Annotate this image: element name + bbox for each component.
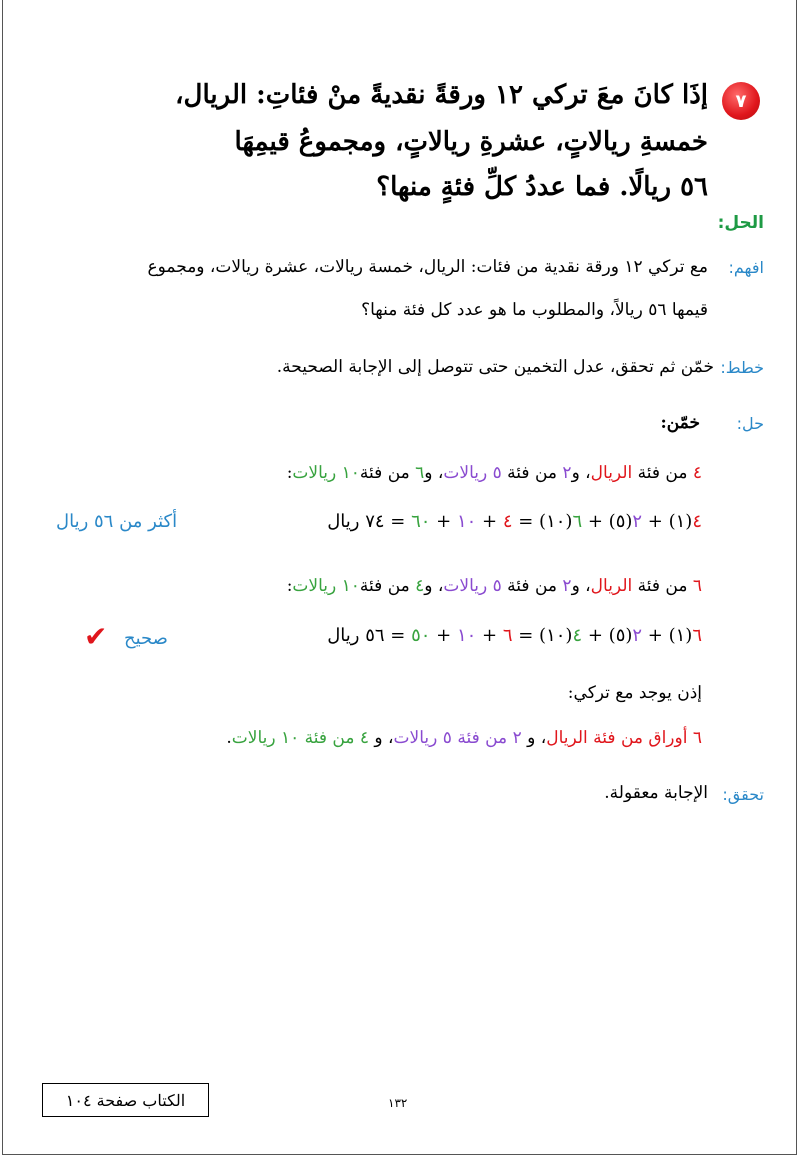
- question-line-2: خمسةِ ريالاتٍ، عشرةِ ريالاتٍ، ومجموعُ قيمِهَا: [234, 127, 708, 157]
- understand-line-2: قيمها ٥٦ ريالاً، والمطلوب ما هو عدد كل فئة منها؟: [361, 300, 708, 320]
- guess-2-text: ، و: [424, 576, 444, 596]
- equation-1-note: أكثر من ٥٦ ريال: [56, 511, 178, 532]
- check-label: تحقق:: [722, 785, 764, 804]
- plan-text: خمّن ثم تحقق، عدل التخمين حتى تتوصل إلى الإجابة الصحيحة.: [276, 357, 714, 377]
- guess-2-ten-count: ٤: [415, 576, 425, 596]
- eq-1-op: +: [430, 511, 457, 532]
- question-line-1: إذَا كانَ معَ تركي ١٢ ورقةً نقديةً منْ فئاتِ: الريال،: [175, 80, 708, 110]
- plan-label: خطط:: [720, 358, 764, 377]
- answer-sep: ، و: [369, 728, 394, 748]
- guess-1-ten-label: ١٠ ريالات: [292, 463, 360, 483]
- eq-2-op: (١٠) =: [512, 625, 573, 646]
- eq-1-term: ٤: [502, 511, 513, 532]
- guess-2-ten-label: ١٠ ريالات: [292, 576, 360, 596]
- guess-label: خمّن:: [660, 413, 700, 433]
- guess-2-five-count: ٢: [562, 576, 572, 596]
- answer-riyal: ٦ أوراق من فئة الريال: [546, 728, 702, 748]
- guess-1-ten-count: ٦: [415, 463, 425, 483]
- guess-1-five-label: ٥ ريالات: [443, 463, 502, 483]
- eq-1-term: ٤: [692, 511, 702, 532]
- guess-2-five-label: ٥ ريالات: [443, 576, 502, 596]
- guess-1-text: ، و: [571, 463, 591, 483]
- conclusion-text: إذن يوجد مع تركي:: [567, 683, 702, 703]
- eq-1-op: (٥) +: [582, 511, 633, 532]
- eq-1-op: +: [476, 511, 503, 532]
- guess-1-five-count: ٢: [562, 463, 572, 483]
- guess-1-text: من فئة: [359, 463, 416, 483]
- answer-line: [226, 728, 702, 748]
- understand-line-1: مع تركي ١٢ ورقة نقدية من فئات: الريال، خمسة ريالات، عشرة ريالات، ومجموع: [147, 257, 708, 277]
- question-line-3: ٥٦ ريالًا. فما عددُ كلِّ فئةٍ منها؟: [376, 172, 708, 202]
- question-number: ٧: [735, 90, 747, 112]
- guess-1-riyal-count: ٤: [692, 463, 702, 483]
- equation-1: [327, 511, 702, 532]
- equation-2: [327, 625, 702, 646]
- eq-1-term: ٦: [572, 511, 583, 532]
- eq-1-term: ١٠: [456, 511, 477, 532]
- book-reference-box: [42, 1083, 209, 1117]
- guess-1-text: من فئة: [632, 463, 693, 483]
- eq-1-op: (١٠) =: [512, 511, 573, 532]
- eq-2-term: ٤: [572, 625, 583, 646]
- eq-2-op: (٥) +: [582, 625, 633, 646]
- eq-2-term: ٦: [692, 625, 702, 646]
- solution-heading: الحل:: [717, 213, 764, 233]
- guess-1-riyal-label: الريال: [590, 463, 633, 483]
- answer-ten: ٤ من فئة ١٠ ريالات: [231, 728, 370, 748]
- eq-1-op: (١) +: [642, 511, 693, 532]
- page-number: ١٣٢: [388, 1096, 408, 1110]
- guess-2-text: ، و: [571, 576, 591, 596]
- eq-2-term: ١٠: [456, 625, 477, 646]
- answer-five: ٢ من فئة ٥ ريالات: [393, 728, 522, 748]
- question-number-badge: [722, 82, 760, 120]
- answer-sep: .: [226, 728, 232, 748]
- guess-2-riyal-count: ٦: [692, 576, 702, 596]
- guess-2-riyal-label: الريال: [590, 576, 633, 596]
- eq-2-term: ٢: [632, 625, 643, 646]
- eq-1-result: = ٧٤ ريال: [327, 511, 412, 532]
- eq-2-term: ٦: [502, 625, 513, 646]
- eq-1-term: ٢: [632, 511, 643, 532]
- guess-2-text: من فئة: [359, 576, 416, 596]
- checkmark-icon: ✔: [84, 620, 108, 653]
- guess-2-line: [287, 576, 702, 596]
- guess-1-line: [287, 463, 702, 483]
- eq-2-term: ٥٠: [411, 625, 431, 646]
- guess-1-text: من فئة: [501, 463, 563, 483]
- eq-2-op: (١) +: [642, 625, 693, 646]
- eq-1-term: ٦٠: [411, 511, 431, 532]
- guess-1-text: ، و: [424, 463, 444, 483]
- answer-sep: ، و: [521, 728, 547, 748]
- understand-label: افهم:: [728, 258, 764, 277]
- book-reference: الكتاب صفحة ١٠٤: [65, 1090, 186, 1110]
- eq-2-result: = ٥٦ ريال: [327, 625, 412, 646]
- guess-1-text: :: [286, 463, 293, 483]
- equation-2-note: صحيح: [124, 628, 168, 649]
- solve-label: حل:: [736, 414, 764, 433]
- eq-2-op: +: [476, 625, 503, 646]
- eq-2-op: +: [430, 625, 457, 646]
- guess-2-text: :: [286, 576, 293, 596]
- check-text: الإجابة معقولة.: [604, 783, 708, 803]
- guess-2-text: من فئة: [501, 576, 563, 596]
- guess-2-text: من فئة: [632, 576, 693, 596]
